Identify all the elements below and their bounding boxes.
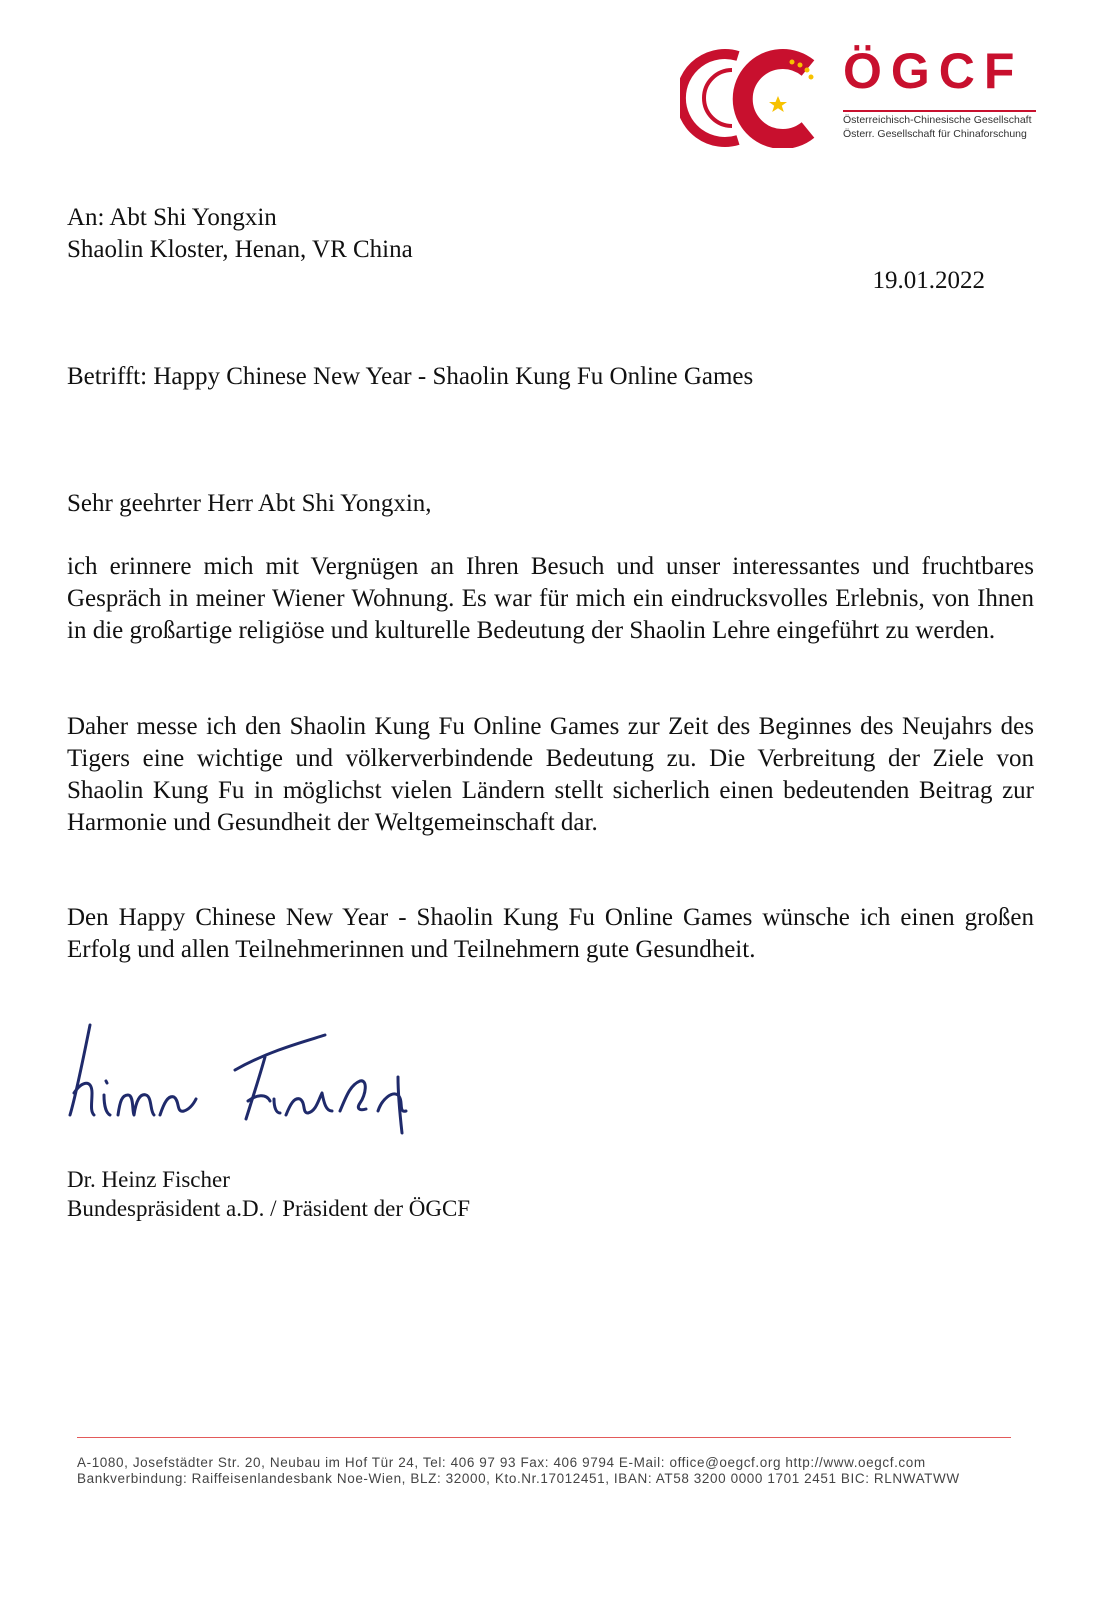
recipient-address: [67, 202, 413, 266]
oegcf-logo: [680, 43, 1040, 148]
logo-emblem-icon: [680, 48, 840, 148]
footer-address-line: A-1080, Josefstädter Str. 20, Neubau im Hof Tür 24, Tel: 406 97 93 Fax: 406 9794 E-Mail: office@oegcf.org http://www.oegcf.com: [77, 1455, 926, 1470]
signer-name: Dr. Heinz Fischer: [67, 1167, 230, 1192]
logo-small-star: [798, 63, 803, 68]
logo-small-star: [809, 75, 814, 80]
handwritten-signature: [60, 1015, 420, 1145]
recipient-line-1: An: Abt Shi Yongxin: [67, 204, 277, 231]
logo-subtitle-2: Österr. Gesellschaft für Chinaforschung: [843, 128, 1027, 140]
letter-date: 19.01.2022: [872, 267, 985, 294]
footer-divider: [77, 1437, 1011, 1438]
signer-title: Bundespräsident a.D. / Präsident der ÖGCF: [67, 1196, 471, 1221]
salutation: Sehr geehrter Herr Abt Shi Yongxin,: [67, 490, 432, 517]
logo-name: ÖGCF: [843, 43, 1024, 99]
logo-small-star: [790, 60, 795, 65]
logo-ring-right: [743, 59, 808, 139]
logo-ring-left: [681, 54, 738, 142]
logo-big-star: [769, 96, 787, 112]
logo-ring-inner: [704, 70, 732, 126]
recipient-line-2: Shaolin Kloster, Henan, VR China: [67, 236, 413, 263]
body-paragraph-3: Den Happy Chinese New Year - Shaolin Kung Fu Online Games wünsche ich einen großen Erfolg und allen Teilnehmerinnen und Teilnehmern gute Gesundheit.: [67, 904, 1034, 963]
subject-line: Betrifft: Happy Chinese New Year - Shaolin Kung Fu Online Games: [67, 363, 754, 390]
body-paragraph-1: ich erinnere mich mit Vergnügen an Ihren Besuch und unser interessantes und fruchtbares Gespräch in meiner Wiener Wohnung. Es war für mich ein eindrucksvolles Erlebnis, von Ihnen in die großartige religiöse und kulturelle Bedeutung der Shaolin Lehre eingeführt zu werden.: [67, 553, 1034, 644]
logo-small-star: [805, 68, 810, 73]
body-paragraph-2: Daher messe ich den Shaolin Kung Fu Online Games zur Zeit des Beginnes des Neujahrs des Tigers eine wichtige und völkerverbindende Bedeutung zu. Die Verbreitung der Ziele von Shaolin Kung Fu in möglichst vielen Ländern stellt sicherlich einen bedeutenden Beitrag zur Harmonie und Gesundheit der Weltgemeinschaft dar.: [67, 713, 1034, 836]
footer-bank-line: Bankverbindung: Raiffeisenlandesbank Noe-Wien, BLZ: 32000, Kto.Nr.17012451, IBAN: AT58 3200 0000 1701 2451 BIC: RLNWATWW: [77, 1471, 960, 1486]
signer-block: [67, 1165, 470, 1223]
logo-divider: [843, 110, 1036, 112]
logo-subtitle-1: Österreichisch-Chinesische Gesellschaft: [843, 114, 1032, 126]
